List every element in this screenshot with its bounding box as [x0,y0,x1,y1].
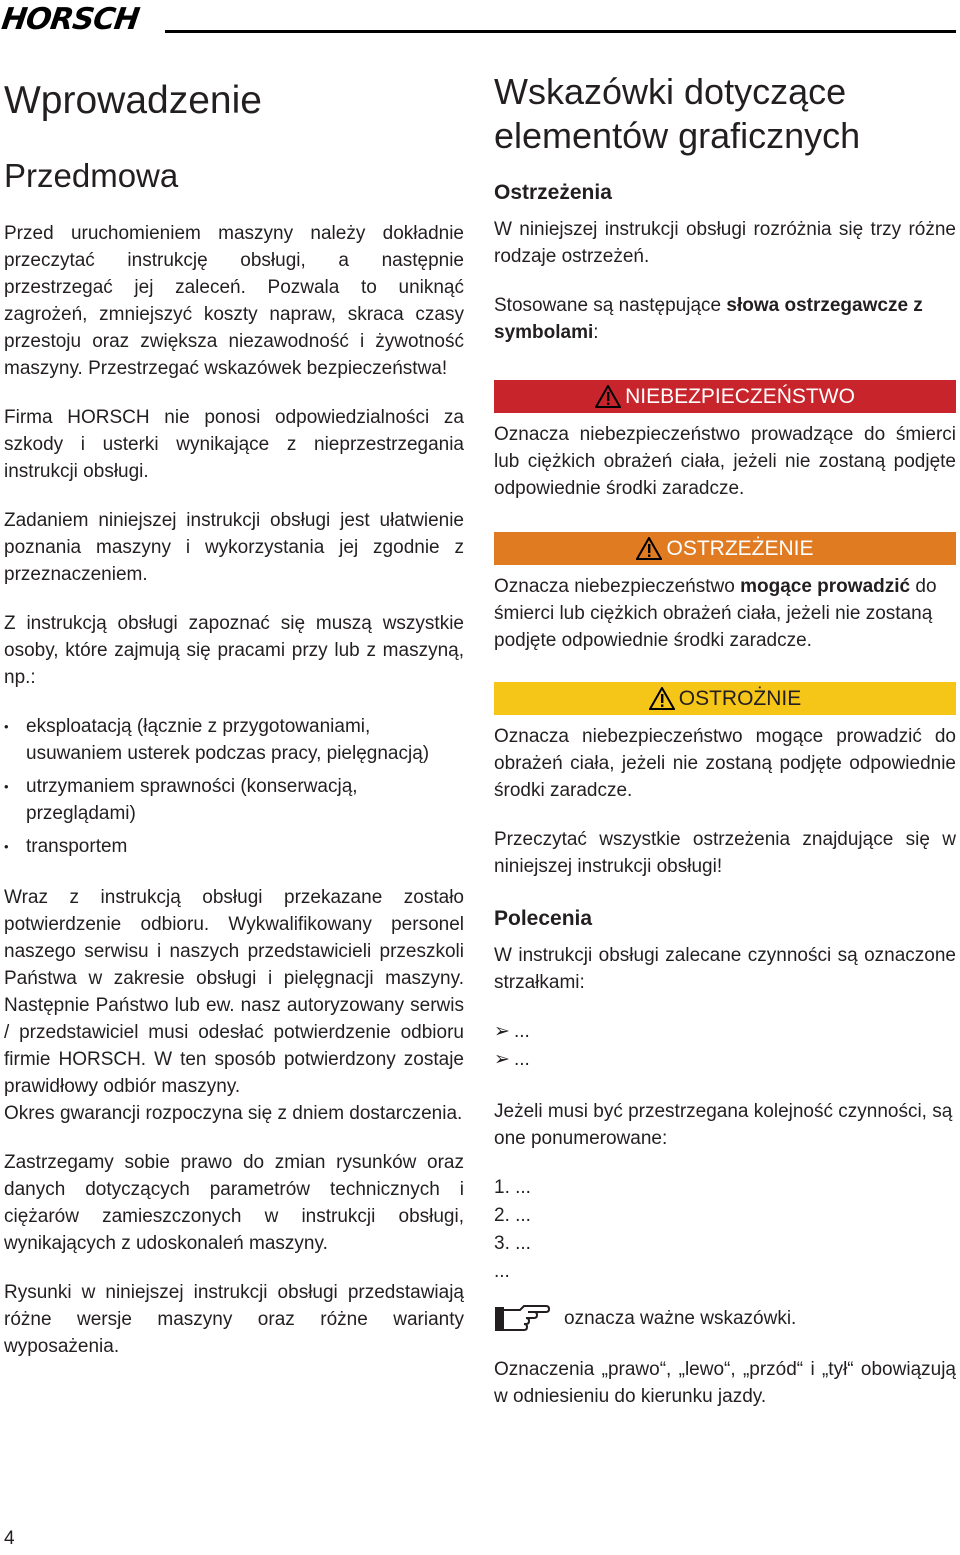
page-title: Wprowadzenie [4,79,262,122]
numbered-list [494,1174,956,1286]
warning-banner [494,532,956,565]
important-note [494,1304,956,1334]
caution-label: OSTROŻNIE [678,686,802,710]
activity-list [4,713,464,860]
list-item: 2. ... [494,1205,531,1226]
arrow-list [494,1018,956,1074]
preface-paragraph-3: Zadaniem niniejszej instrukcji obsługi jest ułatwienie poznania maszyny i wykorzystania jej zgodnie z przeznaczeniem. [4,510,464,585]
list-item [494,1018,956,1046]
warning-bold: mogące prowadzić [740,576,911,597]
warnings-intro: W niniejszej instrukcji obsługi rozróżnia się trzy różne rodzaje ostrzeżeń. [494,219,956,267]
signal-words-intro [494,292,956,346]
list-item [494,1046,956,1074]
warning-label: OSTRZEŻENIE [666,536,814,560]
preface-paragraph-6: Zastrzegamy sobie prawo do zmian rysunków oraz danych dotyczących parametrów technicznych i ciężarów zamieszczonych w instrukcji obsługi, wynikających z udoskonaleń maszyny. [4,1152,464,1254]
list-item: 3. ... [494,1233,531,1254]
preface-paragraph-7: Rysunki w niniejszej instrukcji obsługi przedstawiają różne wersje maszyny oraz różne warianty wyposażenia. [4,1282,464,1357]
arrow-item-text: ... [514,1049,530,1070]
arrow-item-text: ... [514,1021,530,1042]
list-item: • eksploatacją (łącznie z przygotowaniami, usuwaniem usterek podczas pracy, pielęgnacją) [4,713,464,767]
directions-note: Oznaczenia „prawo“, „lewo“, „przód“ i „tył“ obowiązują w odniesieniu do kierunku jazdy. [494,1359,956,1407]
danger-label: NIEBEZPIECZEŃSTWO [625,384,855,408]
warning-triangle-icon [636,537,662,560]
warning-triangle-icon [595,385,621,408]
list-item: 1. ... [494,1177,531,1198]
preface-paragraph-2: Firma HORSCH nie ponosi odpowiedzialności za szkody i usterki wynikające z nieprzestrzegania instrukcji obsługi. [4,407,464,482]
warning-triangle-icon [649,687,675,710]
warning-text-end: do śmierci lub ciężkich obrażeń ciała, jeżeli nie zostaną podjęte odpowiednie środki zaradcze. [494,576,937,651]
arrow-right-icon: ➢ [494,1049,510,1070]
list-item: • utrzymaniem sprawności (konserwacją, przeglądami) [4,773,464,827]
warning-text: Oznacza niebezpieczeństwo [494,576,741,597]
list-item: • transportem [4,833,464,860]
page-number: 4 [4,1528,15,1549]
section-title-preface: Przedmowa [4,157,179,194]
preface-paragraph-5: Wraz z instrukcją obsługi przekazane zostało potwierdzenie odbioru. Wykwalifikowany personel naszego serwisu i naszych przedstawicieli przeszkoli Państwa w zakresie obsługi i pielęgnacji maszyny. Następnie Państwo lub ew. nasz autoryzowany serwis / przedstawiciel musi odesłać potwierdzenie odbioru firmie HORSCH. W ten sposób potwierdzony zostaje prawidłowy odbiór maszyny. [4,887,464,1097]
danger-description: Oznacza niebezpieczeństwo prowadzące do śmierci lub ciężkich obrażeń ciała, jeżeli nie zostaną podjęte odpowiednie środki zaradcze. [494,424,956,499]
horsch-logo: HORSCH [0,2,141,37]
numbered-intro: Jeżeli musi być przestrzegana kolejność czynności, są one ponumerowane: [494,1101,953,1149]
caution-description: Oznacza niebezpieczeństwo mogące prowadzić do obrażeń ciała, jeżeli nie zostaną podjęte odpowiednie środki zaradcze. [494,726,956,801]
left-column [4,60,464,1382]
list-item: ... [494,1261,510,1282]
caution-banner [494,682,956,715]
preface-paragraph-4: Z instrukcją obsługi zapoznać się muszą wszystkie osoby, które zajmują się pracami przy lub z maszyną, np.: [4,613,464,688]
right-column [494,60,956,1432]
warranty-paragraph: Okres gwarancji rozpoczyna się z dniem dostarczenia. [4,1103,463,1124]
commands-intro: W instrukcji obsługi zalecane czynności są oznaczone strzałkami: [494,945,956,993]
warnings-heading: Ostrzeżenia [494,181,612,204]
warning-description [494,573,956,654]
signal-words-colon: : [593,322,599,343]
signal-words-bold: słowa ostrzegawcze z symbolami [494,295,923,343]
commands-heading: Polecenia [494,907,593,930]
arrow-right-icon: ➢ [494,1021,510,1042]
pointing-hand-icon [494,1304,550,1334]
header-rule [165,30,956,33]
section-title-graphics: Wskazówki dotyczące elementów graficznych [494,71,861,156]
note-text: oznacza ważne wskazówki. [564,1308,797,1329]
signal-words-text: Stosowane są następujące [494,295,727,316]
preface-paragraph-1: Przed uruchomieniem maszyny należy dokładnie przeczytać instrukcję obsługi, a następnie przestrzegać jej zaleceń. Pozwala to uniknąć zagrożeń, zmniejszyć koszty napraw, skraca czasy przestoju oraz zwiększa niezawodność i żywotność maszyny. Przestrzegać wskazówek bezpieczeństwa! [4,223,464,379]
danger-banner [494,380,956,413]
read-all-warnings: Przeczytać wszystkie ostrzeżenia znajdujące się w niniejszej instrukcji obsługi! [494,829,956,877]
